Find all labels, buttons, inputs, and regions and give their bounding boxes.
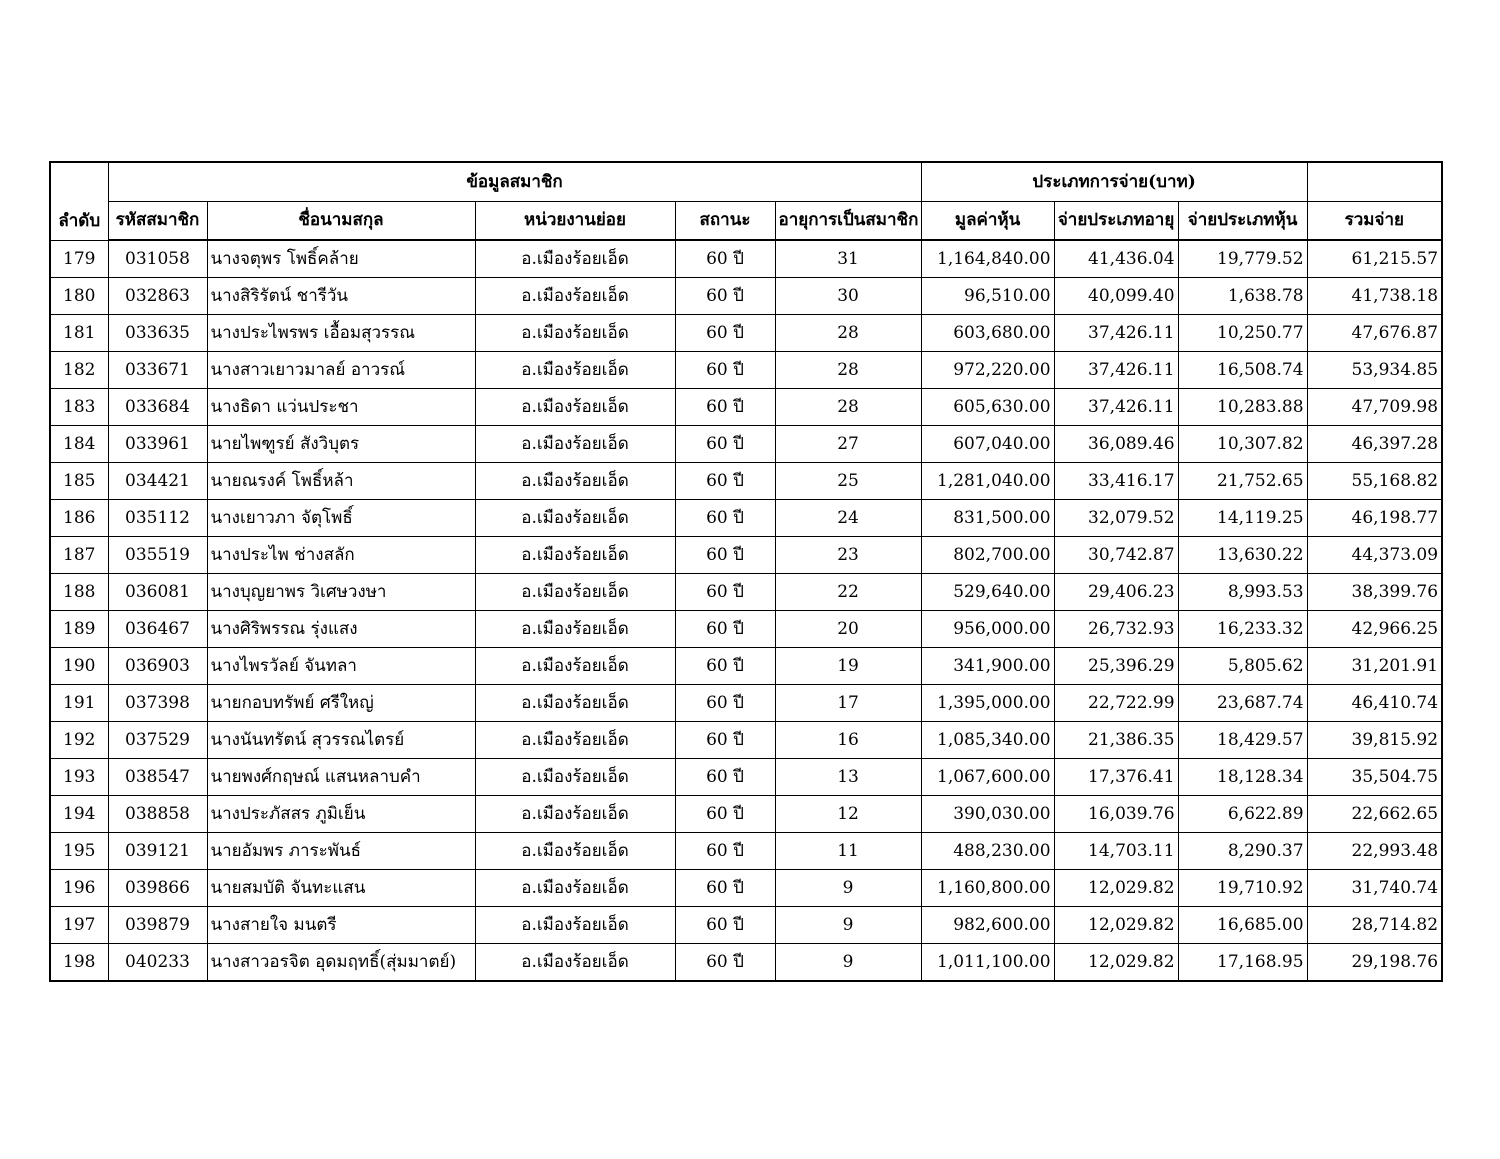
table-row [50, 833, 1442, 870]
cell-status: 60 ปี [675, 500, 775, 537]
cell-name: นายกอบทรัพย์ ศรีใหญ่ [207, 685, 475, 722]
cell-pay-age: 29,406.23 [1054, 574, 1178, 611]
cell-seq: 185 [50, 463, 108, 500]
cell-seq: 182 [50, 352, 108, 389]
cell-pay-age: 12,029.82 [1054, 870, 1178, 907]
cell-membership-age: 28 [775, 315, 921, 352]
cell-pay-share: 16,508.74 [1178, 352, 1307, 389]
cell-share-value: 603,680.00 [921, 315, 1054, 352]
cell-pay-share: 14,119.25 [1178, 500, 1307, 537]
cell-total: 41,738.18 [1307, 278, 1442, 315]
table-row [50, 907, 1442, 944]
cell-membership-age: 9 [775, 870, 921, 907]
cell-unit: อ.เมืองร้อยเอ็ด [475, 240, 675, 278]
cell-unit: อ.เมืองร้อยเอ็ด [475, 833, 675, 870]
cell-share-value: 529,640.00 [921, 574, 1054, 611]
cell-share-value: 802,700.00 [921, 537, 1054, 574]
cell-name: นายไพฑูรย์ สังวิบุตร [207, 426, 475, 463]
table-row [50, 500, 1442, 537]
cell-member-id: 032863 [108, 278, 207, 315]
cell-seq: 194 [50, 796, 108, 833]
cell-membership-age: 27 [775, 426, 921, 463]
cell-member-id: 039121 [108, 833, 207, 870]
cell-name: นางจตุพร โพธิ์คล้าย [207, 240, 475, 278]
cell-total: 61,215.57 [1307, 240, 1442, 278]
table-row [50, 722, 1442, 759]
cell-pay-share: 17,168.95 [1178, 944, 1307, 982]
cell-seq: 187 [50, 537, 108, 574]
table-row [50, 759, 1442, 796]
cell-unit: อ.เมืองร้อยเอ็ด [475, 500, 675, 537]
table-row [50, 352, 1442, 389]
cell-total: 55,168.82 [1307, 463, 1442, 500]
cell-pay-share: 19,710.92 [1178, 870, 1307, 907]
cell-unit: อ.เมืองร้อยเอ็ด [475, 463, 675, 500]
cell-status: 60 ปี [675, 240, 775, 278]
cell-member-id: 039879 [108, 907, 207, 944]
header-row-group [50, 162, 1442, 202]
header-blank [1307, 162, 1442, 202]
cell-pay-age: 26,732.93 [1054, 611, 1178, 648]
cell-pay-share: 8,993.53 [1178, 574, 1307, 611]
cell-status: 60 ปี [675, 315, 775, 352]
cell-seq: 186 [50, 500, 108, 537]
table-row [50, 278, 1442, 315]
header-pay-share: จ่ายประเภทหุ้น [1178, 202, 1307, 241]
cell-pay-age: 17,376.41 [1054, 759, 1178, 796]
cell-share-value: 488,230.00 [921, 833, 1054, 870]
header-total: รวมจ่าย [1307, 202, 1442, 241]
cell-total: 22,993.48 [1307, 833, 1442, 870]
cell-name: นางไพรวัลย์ จันทลา [207, 648, 475, 685]
cell-status: 60 ปี [675, 352, 775, 389]
cell-seq: 189 [50, 611, 108, 648]
table-row [50, 648, 1442, 685]
cell-name: นายพงศ์กฤษณ์ แสนหลาบคำ [207, 759, 475, 796]
cell-status: 60 ปี [675, 685, 775, 722]
header-seq: ลำดับ [50, 162, 108, 240]
cell-membership-age: 12 [775, 796, 921, 833]
cell-name: นางสาวอรจิต อุดมฤทธิ์(สุ่มมาตย์) [207, 944, 475, 982]
header-status: สถานะ [675, 202, 775, 241]
cell-membership-age: 24 [775, 500, 921, 537]
cell-seq: 180 [50, 278, 108, 315]
cell-seq: 179 [50, 240, 108, 278]
cell-pay-share: 10,283.88 [1178, 389, 1307, 426]
cell-share-value: 1,011,100.00 [921, 944, 1054, 982]
cell-name: นางประไพรพร เอื้อมสุวรรณ [207, 315, 475, 352]
cell-name: นางศิริพรรณ รุ่งแสง [207, 611, 475, 648]
cell-membership-age: 23 [775, 537, 921, 574]
cell-pay-age: 21,386.35 [1054, 722, 1178, 759]
cell-pay-age: 22,722.99 [1054, 685, 1178, 722]
cell-member-id: 036903 [108, 648, 207, 685]
header-member-id: รหัสสมาชิก [108, 202, 207, 241]
cell-member-id: 031058 [108, 240, 207, 278]
cell-member-id: 033961 [108, 426, 207, 463]
cell-seq: 191 [50, 685, 108, 722]
cell-unit: อ.เมืองร้อยเอ็ด [475, 611, 675, 648]
cell-seq: 192 [50, 722, 108, 759]
cell-share-value: 956,000.00 [921, 611, 1054, 648]
cell-pay-age: 25,396.29 [1054, 648, 1178, 685]
cell-total: 31,740.74 [1307, 870, 1442, 907]
cell-name: นางสิริรัตน์ ชารีวัน [207, 278, 475, 315]
cell-seq: 198 [50, 944, 108, 982]
cell-status: 60 ปี [675, 463, 775, 500]
cell-status: 60 ปี [675, 759, 775, 796]
cell-unit: อ.เมืองร้อยเอ็ด [475, 574, 675, 611]
member-payment-table [49, 161, 1443, 982]
cell-total: 47,709.98 [1307, 389, 1442, 426]
cell-member-id: 033635 [108, 315, 207, 352]
header-pay-age: จ่ายประเภทอายุ [1054, 202, 1178, 241]
cell-unit: อ.เมืองร้อยเอ็ด [475, 685, 675, 722]
header-payment-type: ประเภทการจ่าย(บาท) [921, 162, 1307, 202]
cell-status: 60 ปี [675, 907, 775, 944]
cell-pay-share: 10,307.82 [1178, 426, 1307, 463]
cell-total: 22,662.65 [1307, 796, 1442, 833]
cell-pay-share: 23,687.74 [1178, 685, 1307, 722]
cell-unit: อ.เมืองร้อยเอ็ด [475, 389, 675, 426]
cell-share-value: 607,040.00 [921, 426, 1054, 463]
cell-membership-age: 9 [775, 907, 921, 944]
table-row [50, 870, 1442, 907]
cell-seq: 190 [50, 648, 108, 685]
cell-member-id: 035519 [108, 537, 207, 574]
cell-name: นางประภัสสร ภูมิเย็น [207, 796, 475, 833]
table-row [50, 240, 1442, 278]
cell-total: 31,201.91 [1307, 648, 1442, 685]
cell-unit: อ.เมืองร้อยเอ็ด [475, 759, 675, 796]
cell-share-value: 982,600.00 [921, 907, 1054, 944]
cell-pay-age: 12,029.82 [1054, 944, 1178, 982]
cell-member-id: 038547 [108, 759, 207, 796]
cell-membership-age: 13 [775, 759, 921, 796]
cell-name: นายสมบัติ จันทะแสน [207, 870, 475, 907]
cell-total: 38,399.76 [1307, 574, 1442, 611]
cell-membership-age: 25 [775, 463, 921, 500]
cell-pay-share: 1,638.78 [1178, 278, 1307, 315]
cell-share-value: 390,030.00 [921, 796, 1054, 833]
cell-pay-age: 33,416.17 [1054, 463, 1178, 500]
cell-seq: 193 [50, 759, 108, 796]
cell-status: 60 ปี [675, 278, 775, 315]
table-row [50, 537, 1442, 574]
cell-pay-share: 18,128.34 [1178, 759, 1307, 796]
cell-pay-share: 21,752.65 [1178, 463, 1307, 500]
cell-unit: อ.เมืองร้อยเอ็ด [475, 870, 675, 907]
cell-member-id: 036081 [108, 574, 207, 611]
cell-pay-share: 6,622.89 [1178, 796, 1307, 833]
cell-total: 35,504.75 [1307, 759, 1442, 796]
cell-share-value: 96,510.00 [921, 278, 1054, 315]
cell-share-value: 341,900.00 [921, 648, 1054, 685]
cell-total: 46,198.77 [1307, 500, 1442, 537]
cell-pay-share: 18,429.57 [1178, 722, 1307, 759]
cell-unit: อ.เมืองร้อยเอ็ด [475, 426, 675, 463]
cell-unit: อ.เมืองร้อยเอ็ด [475, 278, 675, 315]
cell-total: 47,676.87 [1307, 315, 1442, 352]
table-body [50, 240, 1442, 981]
cell-membership-age: 30 [775, 278, 921, 315]
cell-total: 53,934.85 [1307, 352, 1442, 389]
cell-seq: 195 [50, 833, 108, 870]
cell-pay-share: 13,630.22 [1178, 537, 1307, 574]
cell-share-value: 1,160,800.00 [921, 870, 1054, 907]
header-share-value: มูลค่าหุ้น [921, 202, 1054, 241]
cell-unit: อ.เมืองร้อยเอ็ด [475, 944, 675, 982]
cell-status: 60 ปี [675, 574, 775, 611]
cell-seq: 197 [50, 907, 108, 944]
cell-unit: อ.เมืองร้อยเอ็ด [475, 648, 675, 685]
cell-pay-share: 5,805.62 [1178, 648, 1307, 685]
cell-pay-share: 16,685.00 [1178, 907, 1307, 944]
cell-name: นางประไพ ช่างสลัก [207, 537, 475, 574]
cell-membership-age: 9 [775, 944, 921, 982]
cell-pay-age: 12,029.82 [1054, 907, 1178, 944]
cell-pay-age: 14,703.11 [1054, 833, 1178, 870]
cell-unit: อ.เมืองร้อยเอ็ด [475, 352, 675, 389]
cell-membership-age: 22 [775, 574, 921, 611]
cell-seq: 183 [50, 389, 108, 426]
cell-seq: 196 [50, 870, 108, 907]
cell-name: นางเยาวภา จัตุโพธิ์ [207, 500, 475, 537]
cell-status: 60 ปี [675, 537, 775, 574]
cell-status: 60 ปี [675, 870, 775, 907]
cell-pay-age: 16,039.76 [1054, 796, 1178, 833]
cell-share-value: 1,164,840.00 [921, 240, 1054, 278]
cell-pay-age: 37,426.11 [1054, 389, 1178, 426]
cell-membership-age: 16 [775, 722, 921, 759]
cell-membership-age: 20 [775, 611, 921, 648]
cell-share-value: 1,395,000.00 [921, 685, 1054, 722]
cell-pay-age: 30,742.87 [1054, 537, 1178, 574]
cell-total: 44,373.09 [1307, 537, 1442, 574]
cell-name: นางสาวเยาวมาลย์ อาวรณ์ [207, 352, 475, 389]
cell-total: 42,966.25 [1307, 611, 1442, 648]
cell-member-id: 039866 [108, 870, 207, 907]
cell-name: นายอัมพร ภาระพันธ์ [207, 833, 475, 870]
table-row [50, 389, 1442, 426]
cell-status: 60 ปี [675, 389, 775, 426]
table-row [50, 315, 1442, 352]
cell-membership-age: 28 [775, 352, 921, 389]
cell-status: 60 ปี [675, 722, 775, 759]
cell-pay-age: 37,426.11 [1054, 352, 1178, 389]
cell-pay-share: 10,250.77 [1178, 315, 1307, 352]
cell-status: 60 ปี [675, 426, 775, 463]
cell-share-value: 605,630.00 [921, 389, 1054, 426]
cell-member-id: 040233 [108, 944, 207, 982]
table-row [50, 574, 1442, 611]
cell-share-value: 972,220.00 [921, 352, 1054, 389]
cell-total: 28,714.82 [1307, 907, 1442, 944]
header-membership-age: อายุการเป็นสมาชิก [775, 202, 921, 241]
cell-name: นางสายใจ มนตรี [207, 907, 475, 944]
cell-share-value: 1,067,600.00 [921, 759, 1054, 796]
cell-pay-age: 32,079.52 [1054, 500, 1178, 537]
cell-seq: 188 [50, 574, 108, 611]
cell-name: นางบุญยาพร วิเศษวงษา [207, 574, 475, 611]
cell-member-id: 038858 [108, 796, 207, 833]
cell-share-value: 1,085,340.00 [921, 722, 1054, 759]
cell-membership-age: 31 [775, 240, 921, 278]
cell-name: นายณรงค์ โพธิ์หล้า [207, 463, 475, 500]
table-row [50, 796, 1442, 833]
cell-unit: อ.เมืองร้อยเอ็ด [475, 722, 675, 759]
cell-name: นางนันทรัตน์ สุวรรณไตรย์ [207, 722, 475, 759]
cell-share-value: 1,281,040.00 [921, 463, 1054, 500]
cell-membership-age: 28 [775, 389, 921, 426]
cell-status: 60 ปี [675, 611, 775, 648]
cell-member-id: 036467 [108, 611, 207, 648]
cell-membership-age: 17 [775, 685, 921, 722]
cell-unit: อ.เมืองร้อยเอ็ด [475, 907, 675, 944]
cell-unit: อ.เมืองร้อยเอ็ด [475, 796, 675, 833]
header-row-columns [50, 202, 1442, 241]
table-row [50, 611, 1442, 648]
header-unit: หน่วยงานย่อย [475, 202, 675, 241]
cell-seq: 184 [50, 426, 108, 463]
cell-pay-age: 41,436.04 [1054, 240, 1178, 278]
cell-unit: อ.เมืองร้อยเอ็ด [475, 537, 675, 574]
cell-member-id: 033671 [108, 352, 207, 389]
cell-pay-share: 19,779.52 [1178, 240, 1307, 278]
cell-pay-share: 8,290.37 [1178, 833, 1307, 870]
cell-total: 46,397.28 [1307, 426, 1442, 463]
cell-pay-age: 40,099.40 [1054, 278, 1178, 315]
table-row [50, 426, 1442, 463]
cell-member-id: 033684 [108, 389, 207, 426]
cell-share-value: 831,500.00 [921, 500, 1054, 537]
table-row [50, 463, 1442, 500]
cell-total: 46,410.74 [1307, 685, 1442, 722]
cell-member-id: 037398 [108, 685, 207, 722]
cell-status: 60 ปี [675, 796, 775, 833]
cell-member-id: 034421 [108, 463, 207, 500]
header-name: ชื่อนามสกุล [207, 202, 475, 241]
cell-total: 39,815.92 [1307, 722, 1442, 759]
cell-total: 29,198.76 [1307, 944, 1442, 982]
cell-name: นางธิดา แว่นประชา [207, 389, 475, 426]
cell-pay-age: 36,089.46 [1054, 426, 1178, 463]
cell-status: 60 ปี [675, 944, 775, 982]
cell-member-id: 035112 [108, 500, 207, 537]
cell-membership-age: 11 [775, 833, 921, 870]
cell-seq: 181 [50, 315, 108, 352]
cell-pay-share: 16,233.32 [1178, 611, 1307, 648]
cell-status: 60 ปี [675, 833, 775, 870]
table-row [50, 944, 1442, 982]
cell-unit: อ.เมืองร้อยเอ็ด [475, 315, 675, 352]
cell-pay-age: 37,426.11 [1054, 315, 1178, 352]
header-member-info: ข้อมูลสมาชิก [108, 162, 921, 202]
cell-member-id: 037529 [108, 722, 207, 759]
table-row [50, 685, 1442, 722]
cell-membership-age: 19 [775, 648, 921, 685]
cell-status: 60 ปี [675, 648, 775, 685]
